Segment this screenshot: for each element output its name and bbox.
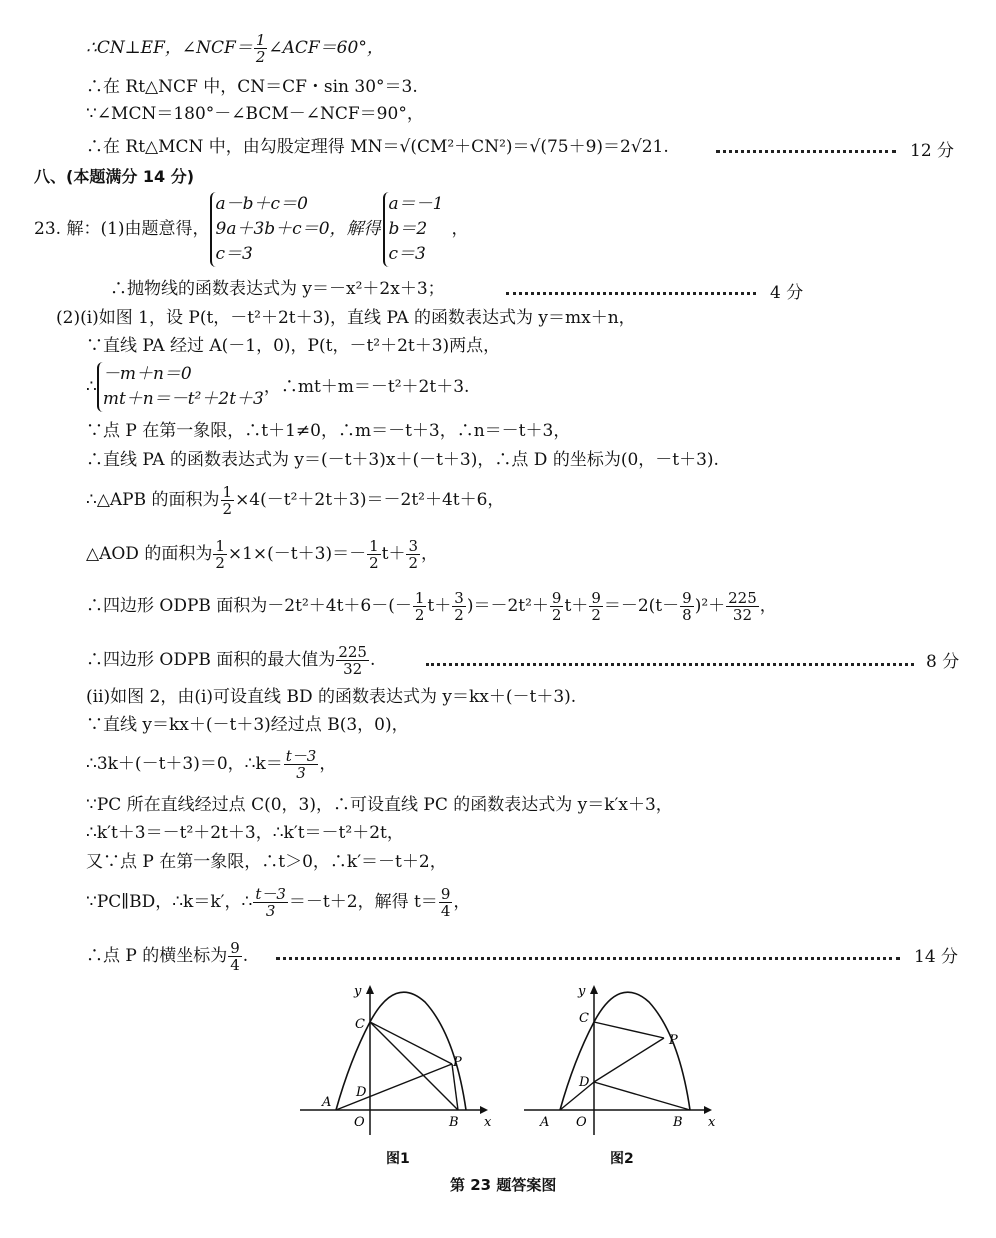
equation-system-solution: a＝－1 b＝2 c＝3 <box>383 192 444 267</box>
fig1-line-cb <box>370 1022 458 1110</box>
fig2-label-o: O <box>576 1115 587 1130</box>
q23-label: 23. 解：(1)由题意得， <box>34 219 210 239</box>
fig2-line-cp <box>594 1022 664 1038</box>
fig1-label-o: O <box>354 1115 365 1130</box>
line-p-abscissa: ∴点 P 的横坐标为 $\frac{9}{4}$ . <box>86 939 249 974</box>
fig2-x-arrow-icon <box>704 1106 712 1114</box>
fraction-one-half: $\frac{1}{2}$ <box>255 31 266 66</box>
fig1-x-arrow-icon <box>480 1106 488 1114</box>
fig2-line-db <box>594 1082 690 1110</box>
score-14: 14 分 <box>914 947 959 967</box>
line-k-value: ∴3k＋(－t＋3)＝0，∴k＝ $\frac{t-3}{3}$ ， <box>86 747 337 782</box>
line-area-aod: △AOD 的面积为 $\frac{1}{2}$ ×1×(－t＋3)＝－ $\frac{1}{2}$ t＋ $\frac{3}{2}$ ， <box>86 537 439 572</box>
fig2-label-d: D <box>579 1075 590 1090</box>
fig2-y-arrow-icon <box>590 985 598 994</box>
fig2-label-c: C <box>579 1011 589 1026</box>
line-cn-perp-ef: ∴CN⊥EF，∠NCF＝ $\frac{1}{2}$ ∠ACF＝60°， <box>86 31 384 66</box>
line-pa-system: ∴ －m＋n＝0 mt＋n＝－t²＋2t＋3 ，∴mt＋m＝－t²＋2t＋3. <box>86 362 469 412</box>
fig1-caption: 图1 <box>386 1151 410 1167</box>
line-part2-ii: (ⅱ)如图 2，由(ⅰ)可设直线 BD 的函数表达式为 y＝kx＋(－t＋3). <box>86 687 577 707</box>
line-pa-expression: ∴直线 PA 的函数表达式为 y＝(－t＋3)x＋(－t＋3)，∴点 D 的坐标为(0，－t＋3). <box>86 450 719 470</box>
line-through-b: ∵直线 y＝kx＋(－t＋3)经过点 B(3，0)， <box>86 715 409 735</box>
fig1-label-x: x <box>484 1115 492 1130</box>
fig1-label-y: y <box>354 984 362 999</box>
fig2-label-p: P <box>669 1033 678 1048</box>
line-pa-through-points: ∵直线 PA 经过 A(－1，0)，P(t，－t²＋2t＋3)两点， <box>86 336 501 356</box>
figure-1 <box>300 984 492 1135</box>
fig1-line-cp <box>370 1022 452 1064</box>
fig2-label-y: y <box>578 984 586 999</box>
line-max-area: ∴四边形 ODPB 面积的最大值为 $\frac{225}{32}$ . <box>86 643 376 678</box>
fig1-label-c: C <box>355 1017 365 1032</box>
line-area-odpb: ∴四边形 ODPB 面积为－2t²＋4t＋6－(－ $\frac{1}{2}$ t＋ $\frac{3}{2}$ )＝－2t²＋ $\frac{9}{2}$ t＋ $\frac{9}{2}$ ＝－2(t－ $\frac{9}{8}$ )²＋ $\frac{225}{32}$ ， <box>86 589 777 624</box>
figure-title: 第 23 题答案图 <box>450 1176 557 1194</box>
fig2-line-dp <box>594 1038 664 1082</box>
fig1-label-d: D <box>356 1085 367 1100</box>
fig1-line-pb <box>452 1064 458 1110</box>
line-part2-i: (2)(ⅰ)如图 1，设 P(t，－t²＋2t＋3)，直线 PA 的函数表达式为 y＝mx＋n， <box>56 308 636 328</box>
line-parabola-expression: ∴抛物线的函数表达式为 y＝－x²＋2x＋3； <box>110 279 445 299</box>
line-k-prime-t: ∴k′t＋3＝－t²＋2t＋3，∴k′t＝－t²＋2t， <box>86 823 404 843</box>
fig1-label-a: A <box>322 1095 332 1110</box>
fig1-label-b: B <box>449 1115 459 1130</box>
line-pc-through-c: ∵PC 所在直线经过点 C(0，3)，∴可设直线 PC 的函数表达式为 y＝k′x＋3， <box>86 795 673 815</box>
fig2-label-x: x <box>708 1115 716 1130</box>
score-12: 12 分 <box>910 141 955 161</box>
equation-system-pa: －m＋n＝0 mt＋n＝－t²＋2t＋3 <box>97 362 264 412</box>
figure-2 <box>524 984 716 1135</box>
section-header-eight: 八、(本题满分 14 分) <box>34 167 195 186</box>
line-k-prime: 又∵点 P 在第一象限，∴t＞0，∴k′＝－t＋2， <box>86 852 447 872</box>
fig1-label-p: P <box>453 1055 462 1070</box>
fig2-parabola <box>560 992 690 1110</box>
line-pythagoras-mn: ∴在 Rt△MCN 中，由勾股定理得 MN＝√(CM²＋CN²)＝√(75＋9)＝2√21. <box>86 137 669 157</box>
score-4: 4 分 <box>770 283 804 303</box>
line-angle-mcn: ∵∠MCN＝180°－∠BCM－∠NCF＝90°， <box>86 104 424 124</box>
score-8: 8 分 <box>926 652 960 672</box>
q23-part1: 23. 解：(1)由题意得， a－b＋c＝0 9a＋3b＋c＝0，解得 c＝3 a＝－1 b＝2 c＝3 ， <box>34 192 468 267</box>
line-parallel-solve: ∵PC∥BD，∴k＝k′，∴ $\frac{t-3}{3}$ ＝－t＋2，解得 t＝ $\frac{9}{4}$ ， <box>86 885 471 920</box>
line-rt-ncf: ∴在 Rt△NCF 中，CN＝CF・sin 30°＝3. <box>86 77 418 97</box>
line-first-quadrant: ∵点 P 在第一象限，∴t＋1≠0，∴m＝－t＋3，∴n＝－t＋3， <box>86 421 571 441</box>
fig2-label-b: B <box>673 1115 683 1130</box>
line-area-apb: ∴△APB 的面积为 $\frac{1}{2}$ ×4(－t²＋2t＋3)＝－2t²＋4t＋6， <box>86 483 505 518</box>
fig1-y-arrow-icon <box>366 985 374 994</box>
fig2-label-a: A <box>540 1115 550 1130</box>
equation-system-1: a－b＋c＝0 9a＋3b＋c＝0，解得 c＝3 <box>210 192 381 267</box>
fig2-caption: 图2 <box>610 1151 634 1167</box>
